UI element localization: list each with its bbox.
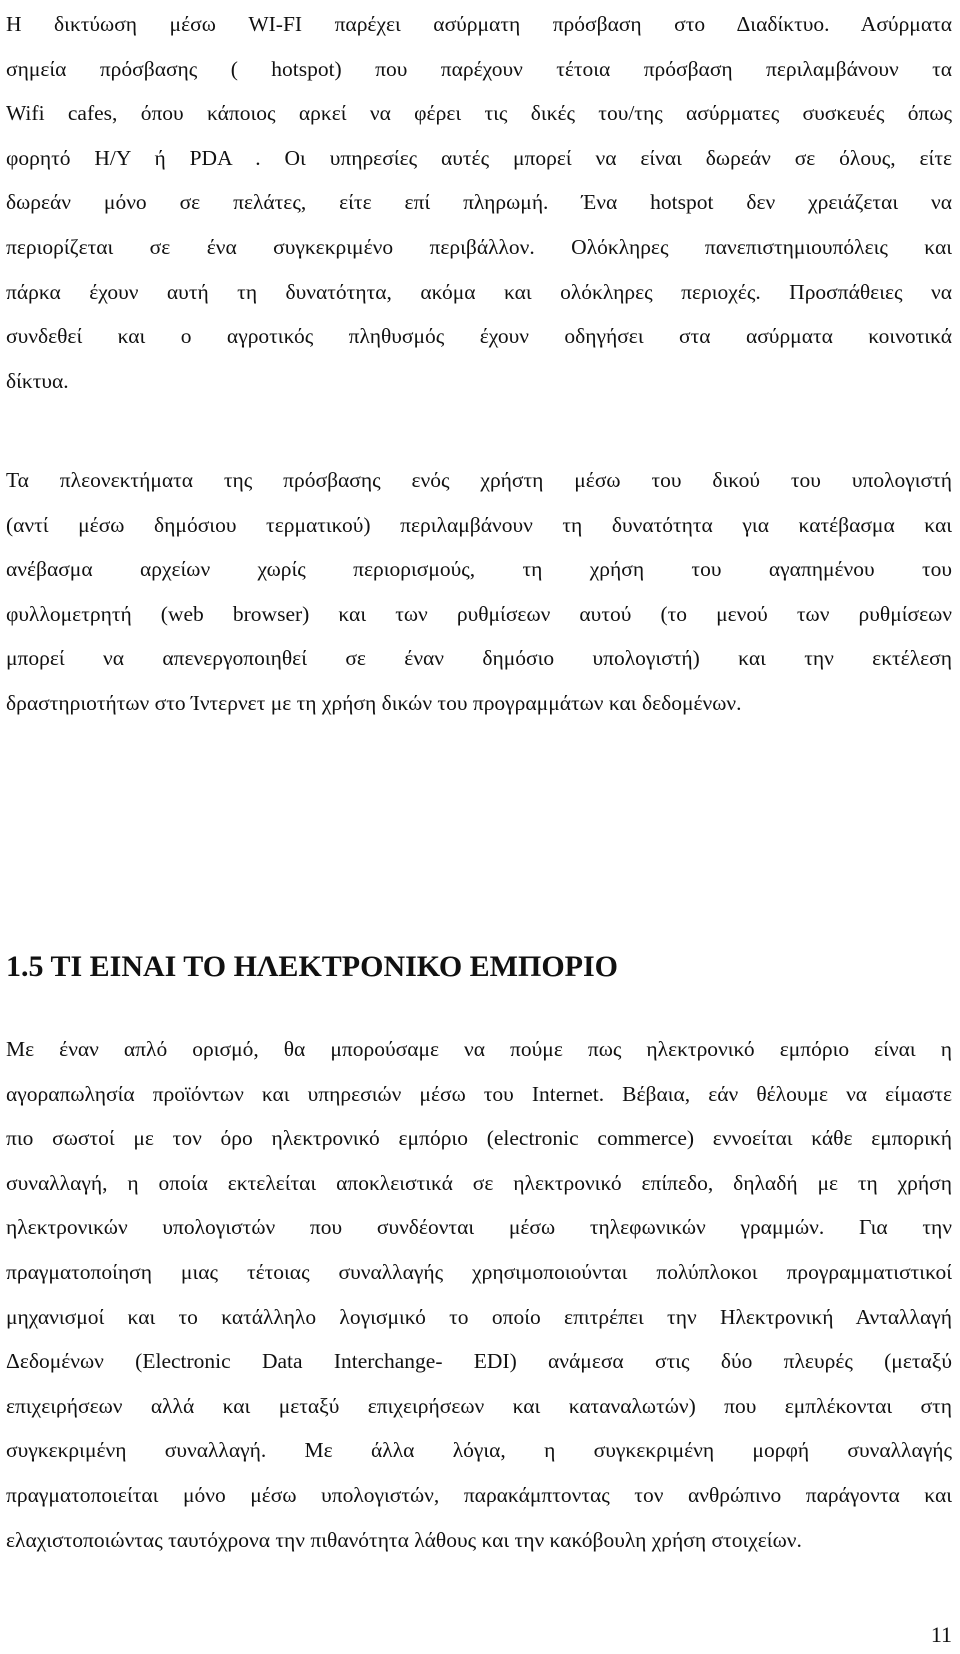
text-line: πάρκα έχουν αυτή τη δυνατότητα, ακόμα και ολόκληρες περιοχές. Προσπάθειες να	[6, 279, 952, 304]
page-number: 11	[930, 1622, 952, 1647]
text-line: μπορεί να απενεργοποιηθεί σε έναν δημόσιο υπολογιστή) και την εκτέλεση	[6, 646, 952, 671]
text-line: περιορίζεται σε ένα συγκεκριμένο περιβάλλον. Ολόκληρες πανεπιστημιουπόλεις και	[6, 234, 952, 259]
text-line: Τα πλεονεκτήματα της πρόσβασης ενός χρήστη μέσω του δικού του υπολογιστή	[6, 468, 952, 492]
paragraph-wifi-networking	[6, 2, 952, 403]
text-line: πραγματοποιείται μόνο μέσω υπολογιστών, παρακάμπτοντας τον ανθρώπινο παράγοντα και	[6, 1482, 952, 1507]
text-line: δωρεάν μόνο σε πελάτες, είτε επί πληρωμή. Ένα hotspot δεν χρειάζεται να	[6, 190, 952, 215]
text-line: συναλλαγή, η οποία εκτελείται αποκλειστικά σε ηλεκτρονικό επίπεδο, δηλαδή με τη χρήση	[6, 1170, 952, 1195]
text-line: πιο σωστοί με τον όρο ηλεκτρονικό εμπόριο (electronic commerce) εννοείται κάθε εμπορική	[6, 1126, 952, 1151]
text-line: ηλεκτρονικών υπολογιστών που συνδέονται μέσω τηλεφωνικών γραμμών. Για την	[6, 1215, 952, 1240]
text-line: μηχανισμοί και το κατάλληλο λογισμικό το οποίο επιτρέπει την Ηλεκτρονική Ανταλλαγή	[6, 1304, 952, 1329]
text-line: δίκτυα.	[6, 368, 69, 393]
text-line: Με έναν απλό ορισμό, θα μπορούσαμε να πούμε πως ηλεκτρονικό εμπόριο είναι η	[6, 1037, 952, 1061]
text-line: Δεδομένων (Electronic Data Interchange- EDI) ανάμεσα στις δύο πλευρές (μεταξύ	[6, 1349, 952, 1374]
text-line: σημεία πρόσβασης ( hotspot) που παρέχουν τέτοια πρόσβαση περιλαμβάνουν τα	[6, 56, 952, 81]
paragraph-ecommerce-definition	[6, 1027, 952, 1562]
text-line: ανέβασμα αρχείων χωρίς περιορισμούς, τη χρήση του αγαπημένου του	[6, 557, 952, 582]
text-line: (αντί μέσω δημόσιου τερματικού) περιλαμβάνουν τη δυνατότητα για κατέβασμα και	[6, 512, 952, 537]
paragraph-user-access-advantages	[6, 458, 952, 726]
text-line: αγοραπωλησία προϊόντων και υπηρεσιών μέσω του Internet. Βέβαια, εάν θέλουμε να είμαστε	[6, 1081, 952, 1106]
text-line: φορητό Η/Υ ή PDA . Οι υπηρεσίες αυτές μπορεί να είναι δωρεάν σε όλους, είτε	[6, 145, 952, 170]
text-line: συνδεθεί και ο αγροτικός πληθυσμός έχουν οδηγήσει στα ασύρματα κοινοτικά	[6, 324, 952, 349]
text-line: ελαχιστοποιώντας ταυτόχρονα την πιθανότητα λάθους και την κακόβουλη χρήση στοιχείων.	[6, 1527, 802, 1552]
text-line: Wifi cafes, όπου κάποιος αρκεί να φέρει τις δικές του/της ασύρματες συσκευές όπως	[6, 101, 952, 126]
text-line: Η δικτύωση μέσω WI-FI παρέχει ασύρματη πρόσβαση στο Διαδίκτυο. Ασύρματα	[6, 12, 952, 36]
text-line: πραγματοποίηση μιας τέτοιας συναλλαγής χρησιμοποιούνται πολύπλοκοι προγραμματιστικοί	[6, 1259, 952, 1284]
text-line: δραστηριοτήτων στο Ίντερνετ με τη χρήση δικών του προγραμμάτων και δεδομένων.	[6, 690, 742, 715]
section-heading: 1.5 ΤΙ ΕΙΝΑΙ ΤΟ ΗΛΕΚΤΡΟΝΙΚΟ ΕΜΠΟΡΙΟ	[6, 950, 618, 983]
text-line: συγκεκριμένη συναλλαγή. Με άλλα λόγια, η συγκεκριμένη μορφή συναλλαγής	[6, 1438, 952, 1463]
text-line: επιχειρήσεων αλλά και μεταξύ επιχειρήσεων και καταναλωτών) που εμπλέκονται στη	[6, 1393, 952, 1418]
text-line: φυλλομετρητή (web browser) και των ρυθμίσεων αυτού (το μενού των ρυθμίσεων	[6, 601, 952, 626]
